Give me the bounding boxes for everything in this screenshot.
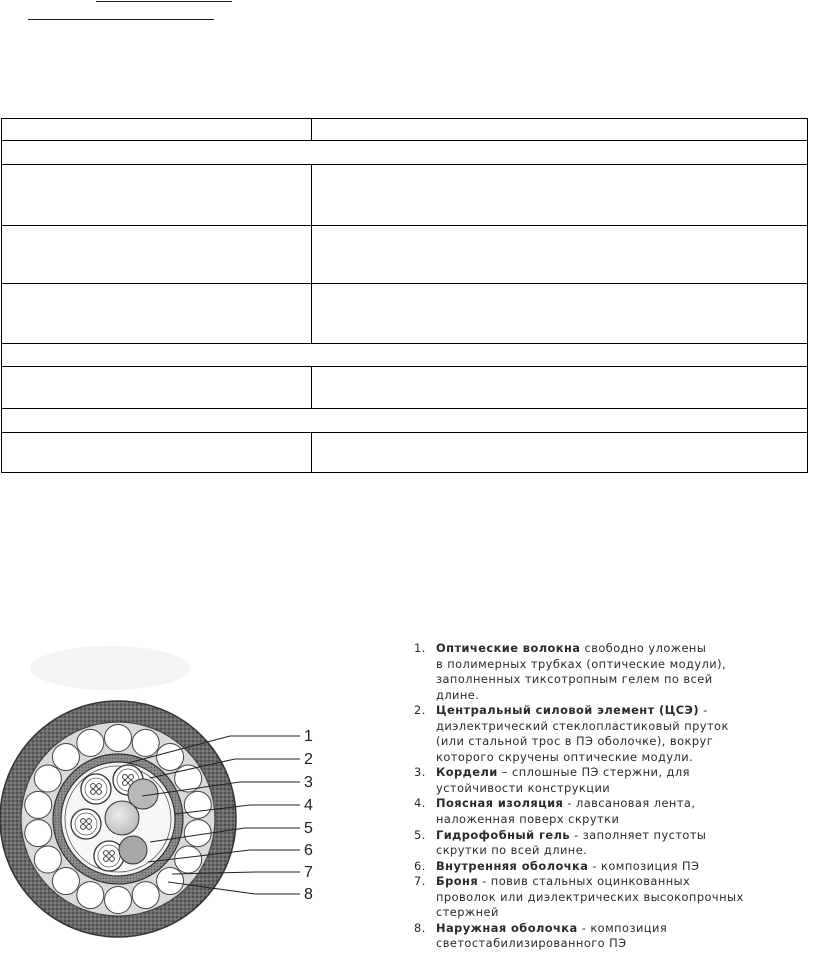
armor-wire (52, 868, 79, 895)
part-label-5: 5 (304, 820, 313, 837)
legend-item-text: скрутки по всей длине. (436, 843, 588, 858)
optical-module (71, 809, 101, 839)
optical-module (81, 774, 111, 804)
cable-body (0, 701, 236, 937)
table-section-row (2, 344, 808, 367)
legend-item-text: (или стальной трос в ПЭ оболочке), вокруг (436, 734, 714, 749)
legend-item-text: - композиция ПЭ (588, 858, 700, 873)
legend-item-text: - (699, 703, 708, 718)
optical-fiber (104, 851, 109, 856)
optical-fiber (81, 819, 86, 824)
armor-wire (157, 743, 184, 770)
table-cell (2, 433, 312, 473)
legend-item (414, 703, 814, 765)
optical-fiber (91, 784, 96, 789)
legend-item-text: - заполняет пустоты (570, 827, 707, 842)
legend-item-number: 5. (414, 827, 426, 842)
legend-item (414, 796, 814, 827)
table-cell (312, 119, 808, 141)
legend-item-number: 2. (414, 703, 426, 718)
cable-legend (414, 641, 814, 952)
legend-item-text: устойчивости конструкции (436, 780, 611, 795)
table-cell (2, 344, 808, 367)
armor-wire (34, 846, 61, 873)
legend-item-text: - лавсановая лента, (563, 796, 696, 811)
legend-item-term: Гидрофобный гель (436, 827, 571, 842)
armor-wire (52, 743, 79, 770)
legend-item-text: – сплошные ПЭ стержни, для (497, 765, 690, 780)
table-section-row (2, 409, 808, 433)
legend-item-text: которого скручены оптические модули. (436, 749, 694, 764)
armor-wire (184, 791, 211, 818)
legend-item (414, 921, 814, 952)
legend-item-term: Внутренняя оболочка (436, 858, 589, 873)
legend-item-number: 7. (414, 874, 426, 889)
legend-item (414, 828, 814, 859)
part-label-8: 8 (304, 886, 313, 903)
cordel (119, 836, 147, 864)
armor-wire (157, 868, 184, 895)
legend-item-term: Наружная оболочка (436, 920, 578, 935)
legend-item-text: заполненных тиксотропным гелем по всей (436, 672, 713, 687)
legend-item-number: 4. (414, 796, 426, 811)
legend-item (414, 641, 814, 703)
top-link-1[interactable] (96, 0, 232, 2)
legend-item-term: Центральный силовой элемент (ЦСЭ) (436, 703, 699, 718)
table-cell (312, 226, 808, 284)
table-cell (2, 367, 312, 409)
table-header-row (2, 119, 808, 141)
legend-item (414, 859, 814, 875)
optical-fiber (87, 819, 92, 824)
optical-fiber (97, 784, 102, 789)
table-cell (312, 165, 808, 226)
armor-wire (105, 887, 132, 914)
legend-item-text: - повив стальных оцинкованных (478, 874, 691, 889)
optical-fiber (87, 825, 92, 830)
table-cell (2, 409, 808, 433)
table-cell (312, 433, 808, 473)
armor-wire (132, 729, 159, 756)
part-label-7: 7 (304, 864, 313, 881)
optical-fiber (104, 857, 109, 862)
legend-item-term: Броня (436, 874, 479, 889)
legend-item-number: 8. (414, 920, 426, 935)
optical-fiber (123, 781, 128, 786)
table-row (2, 284, 808, 344)
legend-item-text: стержней (436, 905, 499, 920)
legend-item-text: диэлектрический стеклопластиковый пруток (436, 718, 729, 733)
optical-fiber (110, 851, 115, 856)
optical-fiber (123, 775, 128, 780)
table-section-row (2, 141, 808, 165)
legend-item-number: 1. (414, 641, 426, 655)
legend-item-text: в полимерных трубках (оптические модули), (436, 656, 727, 671)
legend-item-term: Оптические волокна (436, 641, 581, 655)
table-row (2, 433, 808, 473)
table-cell (2, 165, 312, 226)
legend-item-text: проволок или диэлектрических высокопрочных (436, 889, 744, 904)
legend-item-text: - композиция (577, 920, 668, 935)
legend-item-text: свободно уложены (580, 641, 707, 655)
optical-fiber (81, 825, 86, 830)
legend-item-number: 6. (414, 858, 426, 873)
table-cell (2, 226, 312, 284)
table-cell (312, 284, 808, 344)
part-number-labels (304, 728, 313, 903)
optical-fiber (129, 775, 134, 780)
spec-table (1, 118, 808, 473)
table-row (2, 367, 808, 409)
armor-wire (132, 882, 159, 909)
optical-fiber (110, 857, 115, 862)
legend-item-text: длине. (436, 687, 480, 702)
armor-wire (175, 846, 202, 873)
legend-item-term: Поясная изоляция (436, 796, 564, 811)
legend-item-number: 3. (414, 765, 426, 780)
optical-fiber (91, 790, 96, 795)
top-link-2[interactable] (28, 10, 214, 20)
part-label-4: 4 (304, 797, 313, 814)
legend-item-text: светостабилизированного ПЭ (436, 936, 627, 951)
armor-wire (77, 882, 104, 909)
armor-wire (77, 729, 104, 756)
table-cell (2, 119, 312, 141)
armor-wire (25, 820, 52, 847)
armor-wire (105, 725, 132, 752)
armor-wire (25, 791, 52, 818)
optical-fiber (97, 790, 102, 795)
part-label-6: 6 (304, 842, 313, 859)
armor-wire (34, 765, 61, 792)
table-cell (312, 367, 808, 409)
table-cell (2, 284, 312, 344)
central-strength-member (105, 801, 139, 835)
table-row (2, 226, 808, 284)
legend-item (414, 874, 814, 921)
table-row (2, 165, 808, 226)
legend-item (414, 765, 814, 796)
table-cell (2, 141, 808, 165)
legend-item-term: Кордели (436, 765, 498, 780)
part-label-2: 2 (304, 751, 313, 768)
legend-item-text: наложенная поверх скрутки (436, 812, 620, 827)
cable-cross-section-diagram (0, 628, 340, 971)
background-smudge (30, 646, 190, 690)
part-label-1: 1 (304, 728, 313, 745)
part-label-3: 3 (304, 774, 313, 791)
